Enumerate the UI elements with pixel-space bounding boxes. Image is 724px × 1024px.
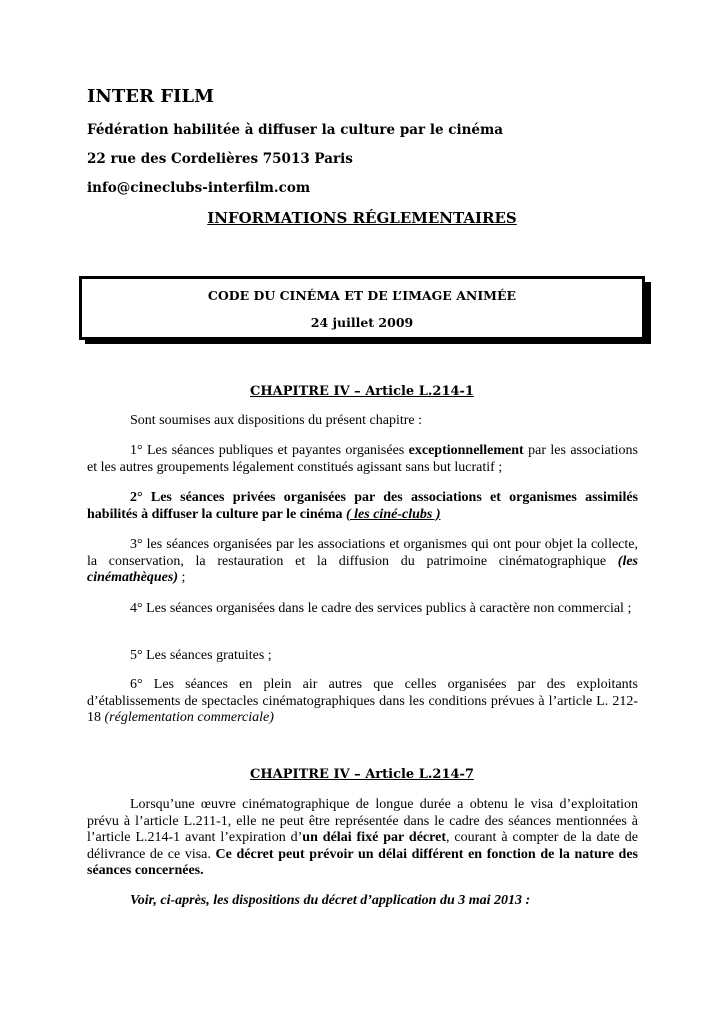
item-4-text: 4° Les séances organisées dans le cadre des services publics à caractère non commercial ;	[130, 601, 632, 616]
closing-note	[87, 893, 638, 910]
page-title: INFORMATIONS RÉGLEMENTAIRES	[207, 209, 517, 227]
item-3-cinematheques: (les cinémathèques)	[87, 553, 638, 585]
organization-address: 22 rue des Cordelières 75013 Paris	[87, 151, 353, 167]
item-5-text: 5° Les séances gratuites ;	[130, 648, 272, 663]
item-6-reglementation: (réglementation commerciale)	[104, 710, 274, 725]
decret-emphasis: Ce décret peut prévoir un délai différent en fonction de la nature des séances concernées.	[87, 846, 638, 878]
code-box	[79, 276, 645, 340]
item-6-text: 6° Les séances en plein air autres que celles organisées par des exploitants d’établissements de spectacles cinématographiques dans les conditions prévues à l’article L. 212-18	[87, 677, 638, 725]
item-3-text: 3° les séances organisées par les associations et organismes qui ont pour objet la collecte, la conservation, la restauration et la diffusion du patrimoine cinématographique	[87, 537, 638, 569]
closing-text: Voir, ci-après, les dispositions du décret d’application du 3 mai 2013 :	[130, 893, 531, 908]
item-4	[87, 601, 638, 618]
organization-name: INTER FILM	[87, 86, 214, 107]
item-2	[87, 490, 638, 523]
item-6	[87, 677, 638, 727]
delai-emphasis: un délai fixé par décret	[302, 830, 446, 845]
item-3-text-end: ;	[178, 570, 186, 585]
organization-email: info@cineclubs-interfilm.com	[87, 180, 311, 196]
chapter-heading-l214-1: CHAPITRE IV – Article L.214-1	[250, 384, 474, 399]
item-1-text: 1° Les séances publiques et payantes organisées	[130, 443, 409, 458]
chapter-heading-l214-7: CHAPITRE IV – Article L.214-7	[250, 767, 474, 782]
intro-text: Sont soumises aux dispositions du présent chapitre :	[130, 413, 423, 428]
item-1-emphasis: exceptionnellement	[408, 443, 524, 458]
item-3	[87, 537, 638, 587]
item-5	[87, 648, 638, 665]
paragraph-text: Lorsqu’une œuvre cinématographique de longue durée a obtenu le visa d’exploitation prévu à l’article L.211-1, elle ne peut être représentée dans le cadre des séances mentionnées à l’article L.214-1 avant l’expiration d’	[87, 797, 638, 845]
article-l214-7-paragraph	[87, 797, 638, 880]
code-box-date: 24 juillet 2009	[310, 315, 414, 330]
item-2-text: 2° Les séances privées organisées par des associations et organismes assimilés habilités à diffuser la culture par le cinéma	[87, 490, 638, 522]
organization-subtitle: Fédération habilitée à diffuser la culture par le cinéma	[87, 122, 504, 138]
paragraph-text-mid: , courant à compter de la date de délivrance de ce visa.	[87, 830, 638, 862]
code-box-title: CODE DU CINÉMA ET DE L’IMAGE ANIMÉE	[207, 288, 517, 303]
item-2-cine-clubs: ( les ciné-clubs )	[346, 506, 441, 522]
item-1-text-end: par les associations et les autres groupements légalement constitués agissant sans but lucratif ;	[87, 443, 638, 475]
item-1	[87, 443, 638, 476]
chapter-intro	[87, 413, 638, 430]
